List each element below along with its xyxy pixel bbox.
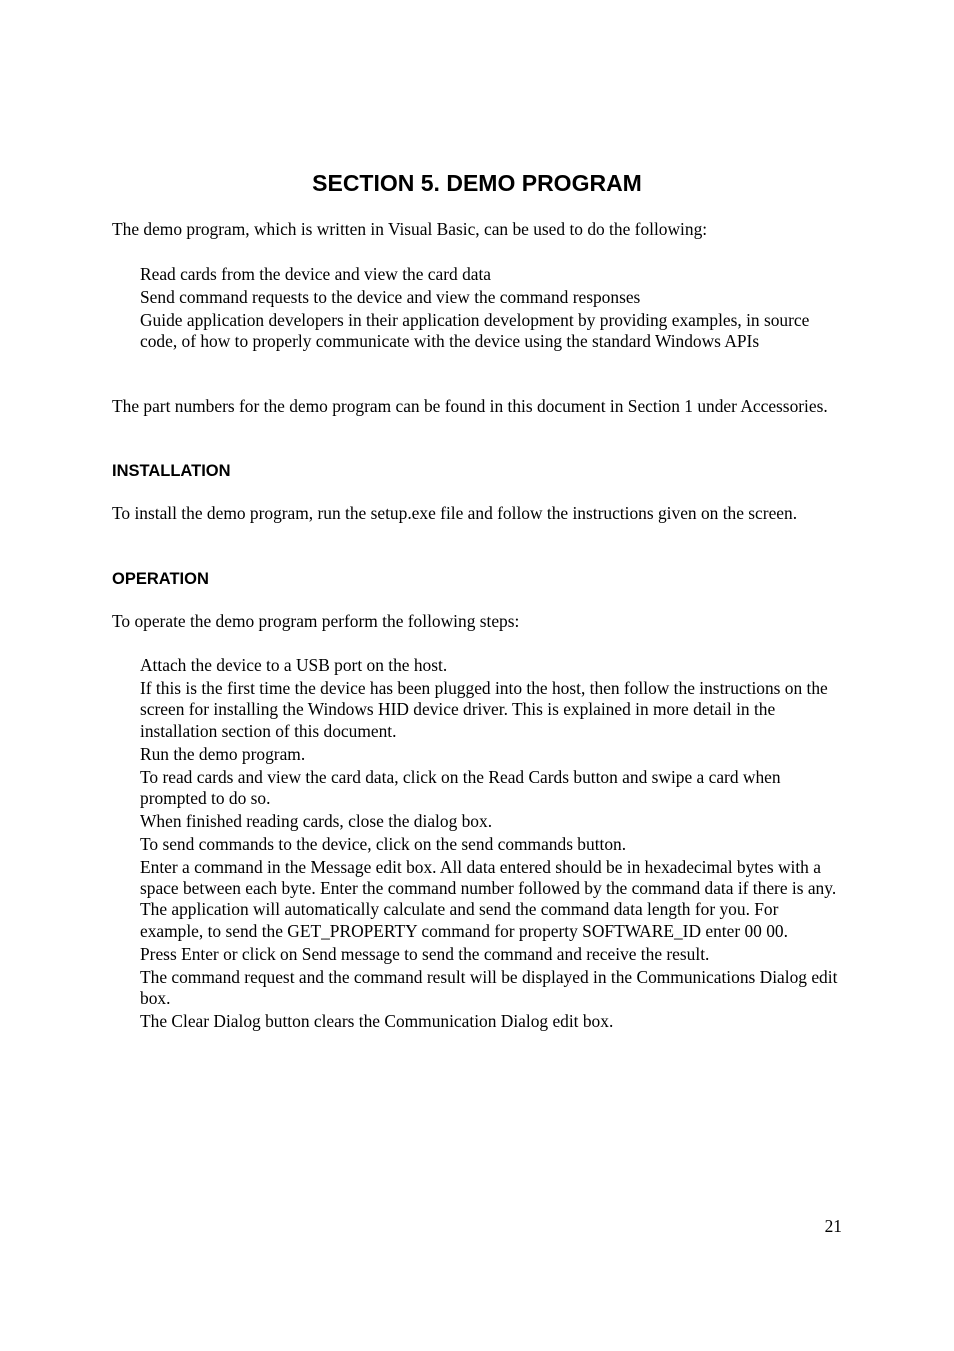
operation-steps-list [140, 655, 840, 1034]
section-title: SECTION 5. DEMO PROGRAM [312, 170, 642, 196]
list-item: To send commands to the device, click on the send commands button. [140, 833, 627, 854]
page-number: 21 [824, 1216, 842, 1236]
list-item: Press Enter or click on Send message to send the command and receive the result. [140, 943, 710, 964]
list-item: Guide application developers in their application development by providing examples, in source code, of how to properly communicate with the device using the standard Windows APIs [140, 309, 810, 352]
list-item: Enter a command in the Message edit box. All data entered should be in hexadecimal bytes with a space between each byte. Enter the command number followed by the command data if there is any. The application will automatically calculate and send the command data length for you. For example, to send the GET_PROPERTY command for property SOFTWARE_ID enter 00 00. [140, 856, 837, 941]
list-item: If this is the first time the device has been plugged into the host, then follow the instructions on the screen for installing the Windows HID device driver. This is explained in more detail in the installation section of this document. [140, 677, 828, 741]
list-item: The Clear Dialog button clears the Communication Dialog edit box. [140, 1010, 614, 1031]
list-item: Send command requests to the device and view the command responses [140, 286, 641, 307]
operation-intro-paragraph: To operate the demo program perform the following steps: [112, 611, 520, 631]
features-list [140, 264, 840, 354]
list-item: Read cards from the device and view the card data [140, 264, 492, 284]
list-item: The command request and the command result will be displayed in the Communications Dialog edit box. [140, 966, 838, 1008]
list-item: Attach the device to a USB port on the host. [140, 655, 448, 675]
operation-heading: OPERATION [112, 570, 209, 588]
part-numbers-paragraph: The part numbers for the demo program can be found in this document in Section 1 under Accessories. [112, 396, 828, 416]
list-item: Run the demo program. [140, 743, 306, 764]
list-item: When finished reading cards, close the dialog box. [140, 810, 493, 831]
installation-paragraph: To install the demo program, run the setup.exe file and follow the instructions given on the screen. [112, 503, 798, 523]
intro-paragraph: The demo program, which is written in Visual Basic, can be used to do the following: [112, 219, 708, 239]
list-item: To read cards and view the card data, click on the Read Cards button and swipe a card when prompted to do so. [140, 766, 781, 808]
installation-heading: INSTALLATION [112, 462, 231, 480]
